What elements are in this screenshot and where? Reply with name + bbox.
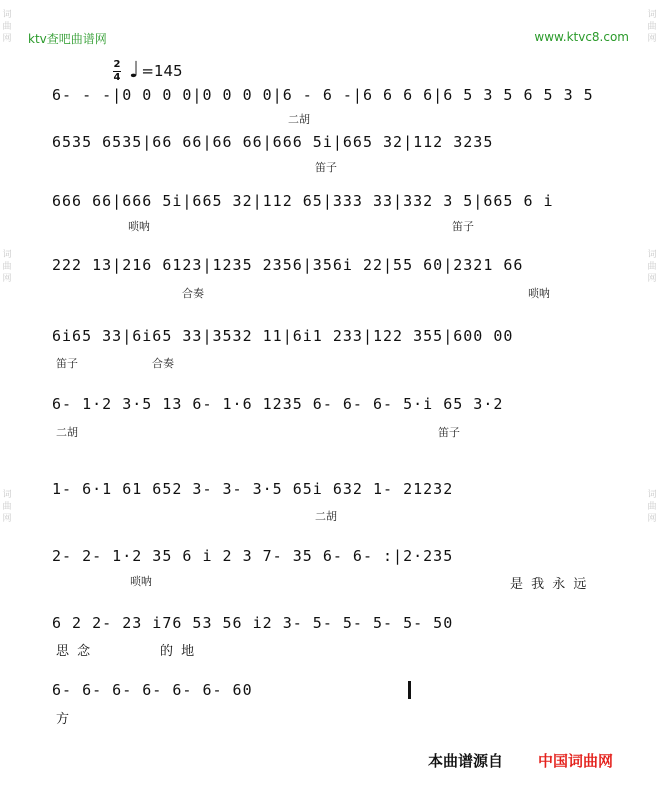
- notation-row-4: 222 13|216 6123|1235 2356|356i 22|55 60|2321 66: [52, 256, 524, 274]
- notation-row-7: 1- 6·1 61 652 3- 3- 3·5 65i 632 1- 21232: [52, 480, 454, 498]
- lyric-line-2a: 思 念: [56, 644, 93, 659]
- tempo-marking: [113, 58, 183, 84]
- watermark-wang: 网: [2, 34, 12, 44]
- watermark-ci: 词: [2, 490, 12, 500]
- label-suona: 唢呐: [130, 575, 152, 588]
- notation-row-3: 666 66|666 5i|665 32|112 65|333 33|332 3 5|665 6 i: [52, 192, 554, 210]
- notation-row-8: 2- 2- 1·2 35 6 i 2 3 7- 35 6- 6- :|2·235: [52, 547, 454, 565]
- site-url-right[interactable]: www.ktvc8.com: [534, 30, 629, 44]
- label-dizi: 笛子: [438, 426, 460, 439]
- label-dizi: 笛子: [315, 161, 337, 174]
- label-suona: 唢呐: [528, 287, 550, 300]
- watermark-ci: 词: [647, 490, 657, 500]
- source-site-link[interactable]: 中国词曲网: [538, 752, 614, 770]
- watermark-qu: 曲: [2, 502, 12, 512]
- notation-row-5: 6i65 33|6i65 33|3532 11|6i1 233|122 355|600 00: [52, 327, 514, 345]
- left-watermark-column: [0, 0, 14, 797]
- watermark-ci: 词: [2, 250, 12, 260]
- watermark-ci: 词: [647, 250, 657, 260]
- final-barline: [408, 681, 411, 699]
- quarter-note-icon: ♩: [129, 58, 140, 83]
- watermark-wang: 网: [647, 34, 657, 44]
- watermark-qu: 曲: [647, 262, 657, 272]
- lyric-line-2b: 的 地: [160, 644, 197, 659]
- label-dizi: 笛子: [56, 357, 78, 370]
- watermark-qu: 曲: [2, 262, 12, 272]
- lyric-line-3: 方: [56, 712, 72, 727]
- source-label: 本曲谱源自: [428, 752, 504, 770]
- bpm-value: =145: [141, 62, 183, 80]
- time-numerator: 2: [113, 58, 121, 70]
- watermark-qu: 曲: [2, 22, 12, 32]
- notation-row-2: 6535 6535|66 66|66 66|666 5i|665 32|112 3235: [52, 133, 494, 151]
- label-hezou: 合奏: [182, 287, 204, 300]
- watermark-qu: 曲: [647, 22, 657, 32]
- site-name-left[interactable]: ktv查吧曲谱网: [28, 32, 107, 46]
- label-hezou: 合奏: [152, 357, 174, 370]
- watermark-wang: 网: [647, 514, 657, 524]
- notation-row-9: 6 2 2- 23 i76 53 56 i2 3- 5- 5- 5- 5- 50: [52, 614, 454, 632]
- label-erhu: 二胡: [288, 113, 310, 126]
- label-dizi: 笛子: [452, 220, 474, 233]
- watermark-wang: 网: [2, 514, 12, 524]
- time-signature: [113, 60, 121, 83]
- notation-row-6: 6- 1·2 3·5 13 6- 1·6 1235 6- 6- 6- 5·i 65 3·2: [52, 395, 504, 413]
- notation-row-10: 6- 6- 6- 6- 6- 6- 60: [52, 681, 253, 699]
- label-erhu: 二胡: [315, 510, 337, 523]
- label-erhu: 二胡: [56, 426, 78, 439]
- right-watermark-column: [645, 0, 659, 797]
- watermark-qu: 曲: [647, 502, 657, 512]
- watermark-wang: 网: [647, 274, 657, 284]
- watermark-ci: 词: [647, 10, 657, 20]
- time-denominator: 4: [113, 71, 121, 83]
- lyric-line-1: 是 我 永 远: [510, 577, 589, 592]
- label-suona: 唢呐: [128, 220, 150, 233]
- watermark-ci: 词: [2, 10, 12, 20]
- watermark-wang: 网: [2, 274, 12, 284]
- notation-row-1: 6- - -|0 0 0 0|0 0 0 0|6 - 6 -|6 6 6 6|6 5 3 5 6 5 3 5: [52, 86, 594, 104]
